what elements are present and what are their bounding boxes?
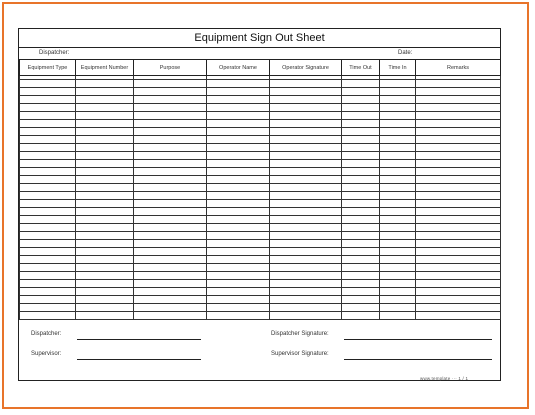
table-row xyxy=(20,216,501,224)
dispatcher-signature-line[interactable] xyxy=(344,339,492,340)
table-row xyxy=(20,272,501,280)
table-cell[interactable] xyxy=(207,112,270,120)
table-cell[interactable] xyxy=(207,104,270,112)
table-cell[interactable] xyxy=(270,184,342,192)
table-header-row xyxy=(20,60,501,76)
table-cell[interactable] xyxy=(342,112,380,120)
table-cell[interactable] xyxy=(20,184,76,192)
table-cell[interactable] xyxy=(416,80,501,88)
table-cell[interactable] xyxy=(270,280,342,288)
table-cell[interactable] xyxy=(76,296,134,304)
table-cell[interactable] xyxy=(270,288,342,296)
table-cell[interactable] xyxy=(342,304,380,312)
table-cell[interactable] xyxy=(416,176,501,184)
table-cell[interactable] xyxy=(134,176,207,184)
table-cell[interactable] xyxy=(342,136,380,144)
table-cell[interactable] xyxy=(207,256,270,264)
column-header: Operator Signature xyxy=(270,60,342,76)
table-cell[interactable] xyxy=(380,104,416,112)
table-cell[interactable] xyxy=(20,80,76,88)
table-cell[interactable] xyxy=(20,176,76,184)
table-cell[interactable] xyxy=(380,192,416,200)
table-cell[interactable] xyxy=(342,256,380,264)
table-cell[interactable] xyxy=(20,128,76,136)
table-cell[interactable] xyxy=(416,240,501,248)
table-cell[interactable] xyxy=(207,184,270,192)
table-cell[interactable] xyxy=(380,152,416,160)
table-cell[interactable] xyxy=(20,160,76,168)
table-cell[interactable] xyxy=(134,96,207,104)
column-header: Time In xyxy=(380,60,416,76)
table-cell[interactable] xyxy=(416,312,501,320)
table-row xyxy=(20,80,501,88)
table-row xyxy=(20,240,501,248)
table-cell[interactable] xyxy=(134,120,207,128)
table-cell[interactable] xyxy=(134,280,207,288)
table-cell[interactable] xyxy=(270,96,342,104)
table-cell[interactable] xyxy=(134,152,207,160)
table-cell[interactable] xyxy=(416,120,501,128)
table-cell[interactable] xyxy=(134,200,207,208)
table-cell[interactable] xyxy=(20,232,76,240)
table-cell[interactable] xyxy=(134,192,207,200)
column-header: Equipment Number xyxy=(76,60,134,76)
table-cell[interactable] xyxy=(342,240,380,248)
table-cell[interactable] xyxy=(270,304,342,312)
table-cell[interactable] xyxy=(20,120,76,128)
table-cell[interactable] xyxy=(270,216,342,224)
table-cell[interactable] xyxy=(76,248,134,256)
table-cell[interactable] xyxy=(270,256,342,264)
footer-text: www.template ··· 1 / 1 xyxy=(420,376,469,381)
table-cell[interactable] xyxy=(270,120,342,128)
table-cell[interactable] xyxy=(270,224,342,232)
table-cell[interactable] xyxy=(380,240,416,248)
table-cell[interactable] xyxy=(76,288,134,296)
table-cell[interactable] xyxy=(76,184,134,192)
table-cell[interactable] xyxy=(20,144,76,152)
table-cell[interactable] xyxy=(20,240,76,248)
table-cell[interactable] xyxy=(380,160,416,168)
table-cell[interactable] xyxy=(380,136,416,144)
table-cell[interactable] xyxy=(20,264,76,272)
table-cell[interactable] xyxy=(207,280,270,288)
table-cell[interactable] xyxy=(342,120,380,128)
table-cell[interactable] xyxy=(76,312,134,320)
dispatcher-signature-label: Dispatcher Signature: xyxy=(271,331,329,337)
table-cell[interactable] xyxy=(134,288,207,296)
table-cell[interactable] xyxy=(20,216,76,224)
table-cell[interactable] xyxy=(380,256,416,264)
supervisor-signature-line[interactable] xyxy=(344,359,492,360)
table-cell[interactable] xyxy=(270,104,342,112)
table-cell[interactable] xyxy=(380,280,416,288)
table-cell[interactable] xyxy=(20,88,76,96)
table-cell[interactable] xyxy=(207,88,270,96)
table-cell[interactable] xyxy=(270,208,342,216)
table-cell[interactable] xyxy=(380,80,416,88)
table-row xyxy=(20,304,501,312)
table-cell[interactable] xyxy=(134,128,207,136)
table-cell[interactable] xyxy=(134,256,207,264)
table-cell[interactable] xyxy=(342,280,380,288)
table-cell[interactable] xyxy=(134,264,207,272)
table-cell[interactable] xyxy=(76,136,134,144)
table-row xyxy=(20,248,501,256)
table-row xyxy=(20,264,501,272)
table-cell[interactable] xyxy=(342,224,380,232)
table-cell[interactable] xyxy=(416,280,501,288)
table-cell[interactable] xyxy=(380,88,416,96)
table-cell[interactable] xyxy=(134,208,207,216)
table-cell[interactable] xyxy=(380,184,416,192)
table-cell[interactable] xyxy=(20,152,76,160)
table-cell[interactable] xyxy=(76,224,134,232)
column-header: Equipment Type xyxy=(20,60,76,76)
table-cell[interactable] xyxy=(207,144,270,152)
table-cell[interactable] xyxy=(134,184,207,192)
table-cell[interactable] xyxy=(342,248,380,256)
table-cell[interactable] xyxy=(380,208,416,216)
table-row xyxy=(20,112,501,120)
table-cell[interactable] xyxy=(76,280,134,288)
table-cell[interactable] xyxy=(270,312,342,320)
table-cell[interactable] xyxy=(207,128,270,136)
table-row xyxy=(20,104,501,112)
table-cell[interactable] xyxy=(270,192,342,200)
table-cell[interactable] xyxy=(134,216,207,224)
table-cell[interactable] xyxy=(20,304,76,312)
table-cell[interactable] xyxy=(76,160,134,168)
table-cell[interactable] xyxy=(342,96,380,104)
table-cell[interactable] xyxy=(76,256,134,264)
supervisor-sign-label: Supervisor: xyxy=(31,351,62,357)
table-cell[interactable] xyxy=(416,216,501,224)
table-cell[interactable] xyxy=(134,248,207,256)
table-cell[interactable] xyxy=(342,232,380,240)
table-cell[interactable] xyxy=(342,152,380,160)
table-cell[interactable] xyxy=(76,240,134,248)
table-cell[interactable] xyxy=(76,152,134,160)
table-cell[interactable] xyxy=(270,248,342,256)
table-cell[interactable] xyxy=(20,208,76,216)
table-cell[interactable] xyxy=(20,112,76,120)
table-cell[interactable] xyxy=(76,104,134,112)
table-cell[interactable] xyxy=(342,128,380,136)
table-row xyxy=(20,296,501,304)
table-cell[interactable] xyxy=(416,152,501,160)
supervisor-sign-line[interactable] xyxy=(77,359,201,360)
dispatcher-sign-line[interactable] xyxy=(77,339,201,340)
table-cell[interactable] xyxy=(416,104,501,112)
table-cell[interactable] xyxy=(416,192,501,200)
table-cell[interactable] xyxy=(76,272,134,280)
table-cell[interactable] xyxy=(380,296,416,304)
table-cell[interactable] xyxy=(134,88,207,96)
table-row xyxy=(20,144,501,152)
table-cell[interactable] xyxy=(207,208,270,216)
table-cell[interactable] xyxy=(20,192,76,200)
table-cell[interactable] xyxy=(20,168,76,176)
table-cell[interactable] xyxy=(20,224,76,232)
equipment-log-table xyxy=(19,59,501,320)
table-cell[interactable] xyxy=(416,272,501,280)
dispatcher-sign-label: Dispatcher: xyxy=(31,331,62,337)
table-cell[interactable] xyxy=(76,232,134,240)
table-cell[interactable] xyxy=(270,144,342,152)
table-cell[interactable] xyxy=(416,304,501,312)
table-cell[interactable] xyxy=(270,200,342,208)
table-body xyxy=(20,76,501,320)
table-cell[interactable] xyxy=(76,144,134,152)
table-cell[interactable] xyxy=(20,256,76,264)
table-row xyxy=(20,96,501,104)
table-cell[interactable] xyxy=(207,96,270,104)
table-cell[interactable] xyxy=(207,264,270,272)
table-cell[interactable] xyxy=(416,208,501,216)
dispatcher-label: Dispatcher: xyxy=(39,50,70,56)
table-cell[interactable] xyxy=(380,216,416,224)
table-cell[interactable] xyxy=(342,104,380,112)
table-cell[interactable] xyxy=(76,112,134,120)
table-cell[interactable] xyxy=(342,312,380,320)
table-cell[interactable] xyxy=(416,296,501,304)
table-cell[interactable] xyxy=(134,104,207,112)
table-cell[interactable] xyxy=(270,232,342,240)
table-cell[interactable] xyxy=(76,88,134,96)
table-cell[interactable] xyxy=(207,168,270,176)
table-cell[interactable] xyxy=(207,288,270,296)
table-cell[interactable] xyxy=(134,144,207,152)
table-cell[interactable] xyxy=(134,232,207,240)
table-cell[interactable] xyxy=(20,296,76,304)
table-row xyxy=(20,208,501,216)
table-cell[interactable] xyxy=(342,296,380,304)
table-cell[interactable] xyxy=(416,136,501,144)
table-cell[interactable] xyxy=(270,80,342,88)
table-cell[interactable] xyxy=(270,176,342,184)
table-row xyxy=(20,136,501,144)
table-cell[interactable] xyxy=(342,176,380,184)
table-cell[interactable] xyxy=(134,224,207,232)
table-row xyxy=(20,192,501,200)
table-cell[interactable] xyxy=(342,264,380,272)
table-cell[interactable] xyxy=(207,232,270,240)
table-cell[interactable] xyxy=(76,200,134,208)
table-cell[interactable] xyxy=(76,304,134,312)
table-cell[interactable] xyxy=(76,208,134,216)
table-cell[interactable] xyxy=(416,112,501,120)
table-cell[interactable] xyxy=(207,120,270,128)
table-cell[interactable] xyxy=(380,120,416,128)
table-cell[interactable] xyxy=(76,80,134,88)
table-row xyxy=(20,312,501,320)
table-cell[interactable] xyxy=(270,112,342,120)
table-row xyxy=(20,120,501,128)
table-cell[interactable] xyxy=(207,296,270,304)
table-row xyxy=(20,256,501,264)
table-cell[interactable] xyxy=(20,280,76,288)
table-cell[interactable] xyxy=(270,272,342,280)
table-cell[interactable] xyxy=(270,264,342,272)
title-divider xyxy=(19,47,500,48)
table-cell[interactable] xyxy=(416,256,501,264)
table-cell[interactable] xyxy=(134,168,207,176)
table-row xyxy=(20,176,501,184)
table-cell[interactable] xyxy=(20,312,76,320)
table-cell[interactable] xyxy=(76,168,134,176)
table-cell[interactable] xyxy=(380,272,416,280)
table-cell[interactable] xyxy=(380,96,416,104)
table-cell[interactable] xyxy=(76,216,134,224)
table-cell[interactable] xyxy=(76,96,134,104)
table-cell[interactable] xyxy=(207,200,270,208)
column-header: Operator Name xyxy=(207,60,270,76)
table-cell[interactable] xyxy=(416,288,501,296)
table-cell[interactable] xyxy=(342,288,380,296)
table-cell[interactable] xyxy=(134,112,207,120)
table-row xyxy=(20,168,501,176)
table-cell[interactable] xyxy=(20,200,76,208)
table-cell[interactable] xyxy=(270,128,342,136)
table-cell[interactable] xyxy=(342,208,380,216)
table-cell[interactable] xyxy=(207,160,270,168)
table-cell[interactable] xyxy=(207,272,270,280)
table-cell[interactable] xyxy=(380,200,416,208)
table-cell[interactable] xyxy=(416,160,501,168)
table-cell[interactable] xyxy=(134,272,207,280)
table-cell[interactable] xyxy=(342,80,380,88)
table-cell[interactable] xyxy=(207,152,270,160)
table-cell[interactable] xyxy=(76,176,134,184)
table-cell[interactable] xyxy=(380,176,416,184)
table-cell[interactable] xyxy=(416,144,501,152)
table-cell[interactable] xyxy=(342,216,380,224)
table-cell[interactable] xyxy=(380,248,416,256)
table-cell[interactable] xyxy=(380,224,416,232)
table-cell[interactable] xyxy=(134,80,207,88)
column-header: Time Out xyxy=(342,60,380,76)
table-cell[interactable] xyxy=(416,232,501,240)
table-row xyxy=(20,152,501,160)
table-cell[interactable] xyxy=(270,152,342,160)
table-cell[interactable] xyxy=(342,160,380,168)
table-cell[interactable] xyxy=(270,240,342,248)
table-cell[interactable] xyxy=(207,192,270,200)
table-cell[interactable] xyxy=(342,200,380,208)
table-cell[interactable] xyxy=(207,240,270,248)
table-cell[interactable] xyxy=(380,288,416,296)
table-cell[interactable] xyxy=(380,264,416,272)
table-row xyxy=(20,224,501,232)
table-cell[interactable] xyxy=(134,240,207,248)
sign-out-sheet xyxy=(18,28,501,381)
column-header: Purpose xyxy=(134,60,207,76)
table-cell[interactable] xyxy=(416,96,501,104)
table-cell[interactable] xyxy=(416,88,501,96)
date-label: Date: xyxy=(398,50,413,56)
table-row xyxy=(20,280,501,288)
table-cell[interactable] xyxy=(342,192,380,200)
table-row xyxy=(20,88,501,96)
table-row xyxy=(20,232,501,240)
table-cell[interactable] xyxy=(416,128,501,136)
table-cell[interactable] xyxy=(342,168,380,176)
table-cell[interactable] xyxy=(342,88,380,96)
table-cell[interactable] xyxy=(270,168,342,176)
table-cell[interactable] xyxy=(270,136,342,144)
table-cell[interactable] xyxy=(342,144,380,152)
table-cell[interactable] xyxy=(416,200,501,208)
table-cell[interactable] xyxy=(342,184,380,192)
table-cell[interactable] xyxy=(380,232,416,240)
table-cell[interactable] xyxy=(20,136,76,144)
table-cell[interactable] xyxy=(416,168,501,176)
table-cell[interactable] xyxy=(270,160,342,168)
table-cell[interactable] xyxy=(207,136,270,144)
table-cell[interactable] xyxy=(20,96,76,104)
table-row xyxy=(20,200,501,208)
table-cell[interactable] xyxy=(76,264,134,272)
table-cell[interactable] xyxy=(380,312,416,320)
table-cell[interactable] xyxy=(207,80,270,88)
table-cell[interactable] xyxy=(76,128,134,136)
table-cell[interactable] xyxy=(134,304,207,312)
table-cell[interactable] xyxy=(380,168,416,176)
table-row xyxy=(20,288,501,296)
table-row xyxy=(20,160,501,168)
table-row xyxy=(20,184,501,192)
table-cell[interactable] xyxy=(416,184,501,192)
table-cell[interactable] xyxy=(380,144,416,152)
table-cell[interactable] xyxy=(207,248,270,256)
table-cell[interactable] xyxy=(20,248,76,256)
table-cell[interactable] xyxy=(380,304,416,312)
table-cell[interactable] xyxy=(207,304,270,312)
table-cell[interactable] xyxy=(380,128,416,136)
table-cell[interactable] xyxy=(134,312,207,320)
table-cell[interactable] xyxy=(416,264,501,272)
table-cell[interactable] xyxy=(134,136,207,144)
table-cell[interactable] xyxy=(76,120,134,128)
table-cell[interactable] xyxy=(270,296,342,304)
supervisor-signature-label: Supervisor Signature: xyxy=(271,351,329,357)
table-cell[interactable] xyxy=(207,312,270,320)
table-cell[interactable] xyxy=(134,296,207,304)
table-cell[interactable] xyxy=(20,272,76,280)
sheet-title: Equipment Sign Out Sheet xyxy=(194,32,325,44)
table-cell[interactable] xyxy=(342,272,380,280)
table-cell[interactable] xyxy=(134,160,207,168)
column-header: Remarks xyxy=(416,60,501,76)
table-cell[interactable] xyxy=(207,176,270,184)
table-cell[interactable] xyxy=(270,88,342,96)
table-cell[interactable] xyxy=(207,216,270,224)
table-cell[interactable] xyxy=(207,224,270,232)
table-cell[interactable] xyxy=(76,192,134,200)
table-cell[interactable] xyxy=(20,104,76,112)
table-row xyxy=(20,128,501,136)
table-cell[interactable] xyxy=(416,224,501,232)
table-cell[interactable] xyxy=(416,248,501,256)
table-cell[interactable] xyxy=(20,288,76,296)
table-cell[interactable] xyxy=(380,112,416,120)
